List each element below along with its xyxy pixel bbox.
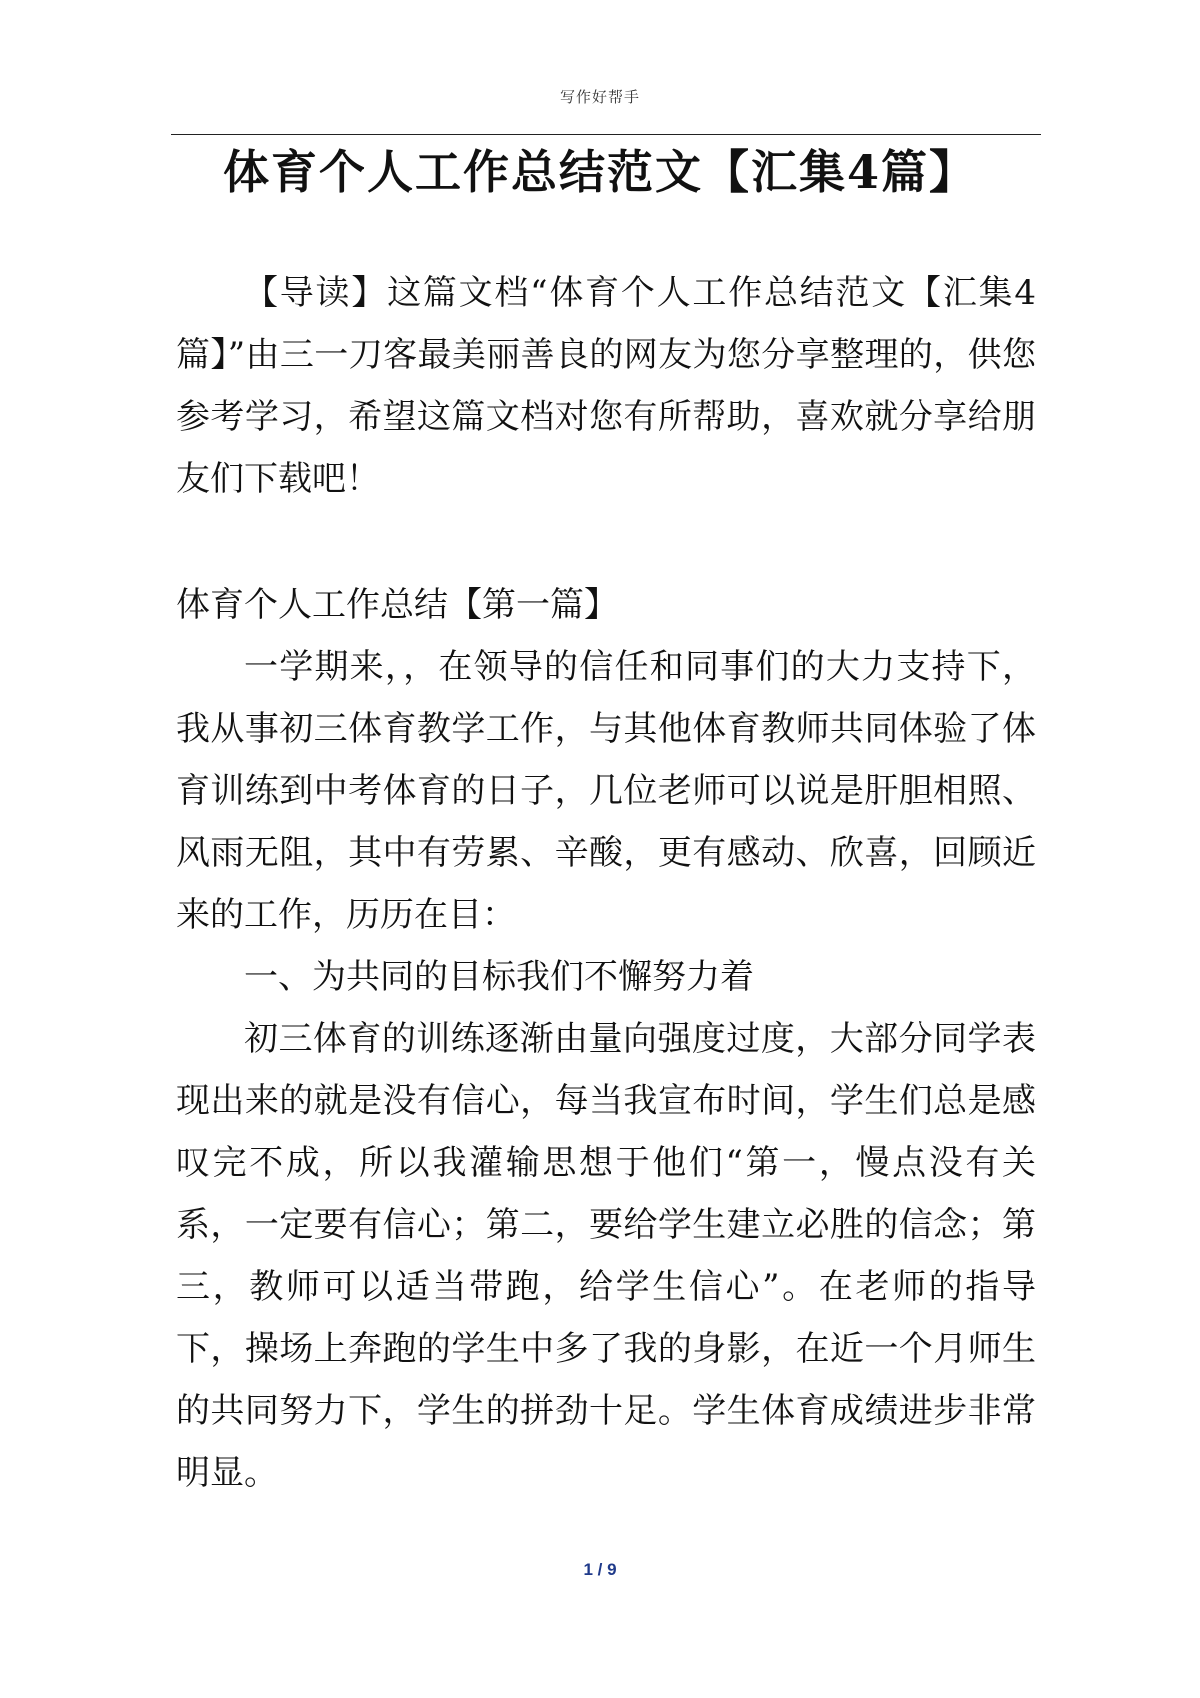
- body-paragraph: 一学期来，，在领导的信任和同事们的大力支持下，我从事初三体育教学工作，与其他体育教师共同体验了体育训练到中考体育的日子，几位老师可以说是肝胆相照、风雨无阻，其中有劳累、辛酸，更有感动、欣喜，回顾近来的工作，历历在目：: [176, 647, 1036, 935]
- paragraph-spacer: [176, 510, 1036, 574]
- document-title: 体育个人工作总结范文【汇集4篇】: [222, 145, 977, 199]
- body-paragraph: 初三体育的训练逐渐由量向强度过度，大部分同学表现出来的就是没有信心，每当我宣布时间，学生们总是感叹完不成，所以我灌输思想于他们“第一，慢点没有关系，一定要有信心；第二，要给学生建立必胜的信念；第三，教师可以适当带跑，给学生信心”。在老师的指导下，操场上奔跑的学生中多了我的身影，在近一个月师生的共同努力下，学生的拼劲十足。学生体育成绩进步非常明显。: [176, 1019, 1036, 1493]
- section-heading: 体育个人工作总结【第一篇】: [176, 585, 618, 625]
- subheading-paragraph: 一、为共同的目标我们不懈努力着: [244, 957, 754, 997]
- document-body: [176, 262, 1036, 1504]
- page-header: 写作好帮手: [559, 88, 640, 106]
- intro-paragraph: 【导读】这篇文档“体育个人工作总结范文【汇集4篇】”由三一刀客最美丽善良的网友为您分享整理的，供您参考学习，希望这篇文档对您有所帮助，喜欢就分享给朋友们下载吧！: [176, 273, 1036, 499]
- header-divider: [171, 134, 1041, 135]
- page-number: 1 / 9: [583, 1560, 617, 1579]
